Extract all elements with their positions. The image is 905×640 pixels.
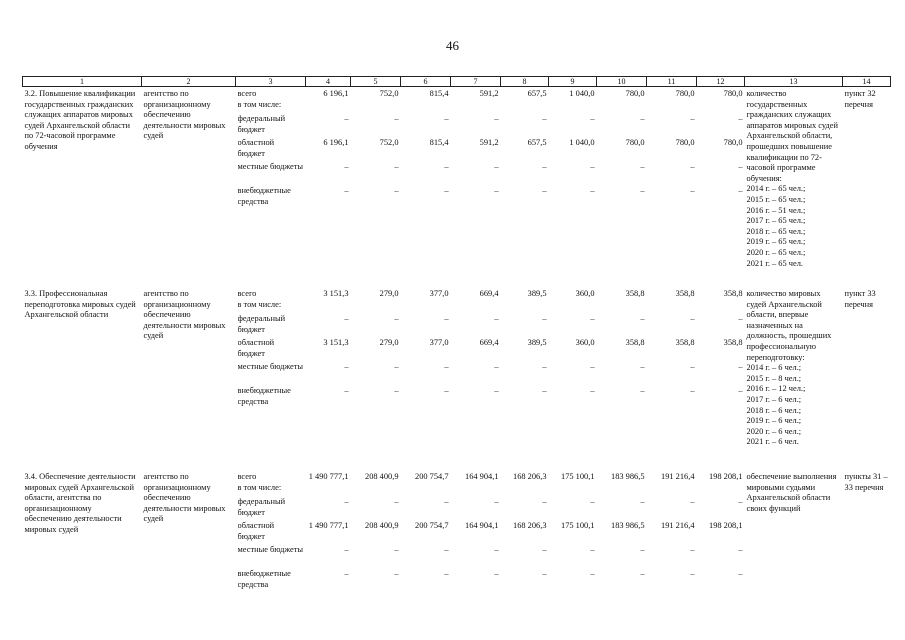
funding-source-label: внебюджетные средства: [237, 569, 291, 589]
amount-value: 669,4: [479, 289, 499, 299]
list-reference: пункт 32 перечня: [844, 89, 876, 109]
amount-value: 175 100,1: [561, 472, 595, 481]
amount-value: –: [640, 362, 645, 372]
amount-value: –: [640, 497, 645, 506]
spacer: [23, 269, 891, 287]
amount-value: 780,0: [625, 138, 645, 147]
amount-value: 591,2: [479, 89, 499, 98]
amount-value: –: [542, 114, 547, 123]
amount-value: –: [394, 314, 399, 324]
funding-source-label: областной бюджет: [237, 338, 275, 358]
amount-value: –: [590, 162, 595, 171]
amount-value: –: [542, 545, 547, 554]
amount-column: [351, 287, 401, 448]
amount-value: –: [394, 162, 399, 171]
amount-column: [306, 87, 351, 270]
amount-value: –: [444, 114, 449, 123]
amount-value: –: [738, 545, 743, 554]
col-header: 11: [647, 77, 697, 87]
amount-column: [501, 470, 549, 593]
amount-value: 164 904,1: [465, 521, 499, 530]
executor: агентство по организационному обеспечению деятельности мировых судей: [143, 89, 226, 141]
amount-value: –: [590, 545, 595, 554]
amount-column: [549, 87, 597, 270]
funding-source-label: внебюджетные средства: [237, 386, 291, 406]
amount-value: [308, 483, 349, 497]
amount-value: –: [444, 162, 449, 171]
amount-value: –: [590, 569, 595, 578]
amount-value: –: [690, 497, 695, 506]
amount-column: [697, 287, 745, 448]
measure-name: 3.4. Обеспечение деятельности мировых судей Архангельской области, агентства по организационному обеспечению деятельности мировых судей: [24, 472, 136, 534]
target-indicator: обеспечение выполнения мировыми судьями Архангельской области своих функций: [746, 472, 837, 513]
amount-value: 191 216,4: [661, 521, 695, 530]
amount-value: –: [542, 314, 547, 324]
spacer: [23, 448, 891, 470]
amount-value: 358,8: [723, 338, 743, 348]
amount-value: –: [444, 497, 449, 506]
amount-value: 208 400,9: [365, 472, 399, 481]
amount-value: –: [542, 569, 547, 578]
amount-column: [597, 470, 647, 593]
amount-value: –: [494, 314, 499, 324]
amount-value: 360,0: [575, 289, 595, 299]
amount-value: –: [542, 186, 547, 195]
amount-value: –: [444, 186, 449, 195]
amount-column: [501, 87, 549, 270]
amount-value: –: [444, 362, 449, 372]
measure-name: 3.3. Профессиональная переподготовка мировых судей Архангельской области: [24, 289, 136, 320]
amount-value: –: [640, 569, 645, 578]
amount-value: 780,0: [675, 138, 695, 147]
amount-value: –: [344, 386, 349, 396]
amount-value: [453, 300, 499, 314]
amount-value: –: [640, 186, 645, 195]
amount-column: [401, 287, 451, 448]
amount-value: 358,8: [723, 289, 743, 299]
amount-value: 200 754,7: [415, 521, 449, 530]
col-header: 6: [401, 77, 451, 87]
amount-value: 591,2: [479, 138, 499, 147]
amount-value: –: [494, 545, 499, 554]
amount-value: –: [690, 114, 695, 123]
col-header: 3: [236, 77, 306, 87]
funding-source-label: федеральный бюджет: [237, 314, 286, 334]
funding-sources: [236, 87, 306, 270]
amount-value: –: [590, 497, 595, 506]
amount-value: –: [344, 162, 349, 171]
amount-value: 358,8: [625, 289, 645, 299]
amount-value: 3 151,3: [323, 289, 349, 299]
amount-value: –: [494, 497, 499, 506]
col-header: 1: [23, 77, 142, 87]
target-indicator: количество мировых судей Архангельской области, впервые назначенных на должность, прошедших профессиональную переподготовку: 2014 г. – 6 чел.; 2015 г. – 8 чел.; 2016 г. – 12 чел.; 2017 г. – 6 чел.; 2018 г. – 6 чел.; 2019 г. – 6 чел.; 2020 г. – 6 чел.; 2021 г. – 6 чел.: [746, 289, 832, 447]
amount-value: –: [690, 314, 695, 324]
amount-value: –: [738, 569, 743, 578]
col-header: 9: [549, 77, 597, 87]
amount-value: –: [590, 114, 595, 123]
amount-value: –: [738, 386, 743, 396]
amount-value: –: [394, 569, 399, 578]
funding-source-label: местные бюджеты: [237, 162, 304, 171]
amount-value: –: [394, 114, 399, 123]
amount-value: –: [690, 162, 695, 171]
funding-source-label: внебюджетные средства: [237, 186, 291, 206]
amount-value: 279,0: [379, 289, 399, 299]
measure-row: [23, 287, 891, 448]
col-header: 10: [597, 77, 647, 87]
amount-value: 198 208,1: [709, 472, 743, 481]
amount-column: [401, 87, 451, 270]
amount-value: –: [640, 386, 645, 396]
amount-value: –: [344, 569, 349, 578]
amount-value: –: [394, 545, 399, 554]
amount-column: [306, 287, 351, 448]
amount-value: –: [738, 497, 743, 506]
amount-value: 815,4: [429, 89, 449, 98]
amount-value: –: [394, 186, 399, 195]
amount-value: 1 040,0: [569, 89, 595, 98]
funding-source-label: в том числе:: [237, 100, 282, 109]
amount-value: 358,8: [675, 338, 695, 348]
amount-value: –: [690, 386, 695, 396]
amount-value: [353, 483, 399, 497]
amount-value: [649, 300, 695, 314]
amount-value: [308, 300, 349, 314]
amount-value: 780,0: [675, 89, 695, 98]
amount-value: –: [344, 114, 349, 123]
spacer-row: [23, 448, 891, 470]
amount-value: 780,0: [625, 89, 645, 98]
amount-value: –: [344, 314, 349, 324]
executor: агентство по организационному обеспечению деятельности мировых судей: [143, 472, 226, 524]
amount-value: –: [690, 186, 695, 195]
amount-column: [451, 470, 501, 593]
amount-value: 191 216,4: [661, 472, 695, 481]
col-header: 7: [451, 77, 501, 87]
funding-sources: [236, 287, 306, 448]
amount-value: –: [344, 497, 349, 506]
amount-value: [599, 100, 645, 114]
target-indicator: количество государственных гражданских служащих аппаратов мировых судей Архангельской области, прошедших повышение квалификации по 72-часовой программе обучения: 2014 г. – 65 чел.; 2015 г. – 65 чел.; 2016 г. – 51 чел.; 2017 г. – 65 чел.; 2018 г. – 65 чел.; 2019 г. – 65 чел.; 2020 г. – 65 чел.; 2021 г. – 65 чел.: [746, 89, 839, 268]
amount-value: –: [394, 362, 399, 372]
amount-value: 389,5: [527, 289, 547, 299]
amount-value: [403, 483, 449, 497]
amount-value: –: [394, 497, 399, 506]
amount-value: –: [640, 114, 645, 123]
amount-value: [699, 300, 743, 314]
measure-name: 3.2. Повышение квалификации государственных гражданских служащих аппаратов мировых судей Архангельской области по 72-часовой программе обучения: [24, 89, 136, 151]
amount-value: [599, 300, 645, 314]
amount-value: –: [542, 386, 547, 396]
amount-value: 377,0: [429, 338, 449, 348]
amount-column: [501, 287, 549, 448]
amount-value: [453, 483, 499, 497]
amount-value: –: [444, 386, 449, 396]
amount-value: 780,0: [723, 138, 743, 147]
amount-value: –: [640, 314, 645, 324]
amount-column: [597, 87, 647, 270]
amount-value: –: [738, 314, 743, 324]
col-header: 14: [843, 77, 891, 87]
column-number-row: [23, 77, 891, 87]
amount-column: [597, 287, 647, 448]
amount-value: [503, 483, 547, 497]
amount-value: 358,8: [675, 289, 695, 299]
funding-source-label: федеральный бюджет: [237, 497, 286, 517]
amount-column: [647, 87, 697, 270]
amount-value: [503, 300, 547, 314]
amount-value: [551, 483, 595, 497]
amount-value: [503, 100, 547, 114]
amount-value: –: [494, 569, 499, 578]
measure-row: [23, 87, 891, 270]
amount-value: –: [344, 186, 349, 195]
amount-value: 175 100,1: [561, 521, 595, 530]
amount-value: [551, 100, 595, 114]
amount-value: 183 986,5: [611, 472, 645, 481]
amount-column: [697, 470, 745, 593]
amount-value: –: [444, 314, 449, 324]
amount-value: –: [590, 186, 595, 195]
col-header: 12: [697, 77, 745, 87]
funding-source-label: федеральный бюджет: [237, 114, 286, 134]
amount-value: [551, 300, 595, 314]
amount-column: [647, 470, 697, 593]
amount-value: [699, 483, 743, 497]
amount-value: [649, 483, 695, 497]
funding-source-label: областной бюджет: [237, 138, 275, 158]
amount-value: 657,5: [527, 138, 547, 147]
amount-value: –: [690, 569, 695, 578]
funding-source-label: областной бюджет: [237, 521, 275, 541]
page-number: 46: [446, 38, 459, 53]
amount-value: 657,5: [527, 89, 547, 98]
amount-column: [451, 87, 501, 270]
amount-value: –: [738, 114, 743, 123]
amount-value: –: [640, 545, 645, 554]
amount-value: 168 206,3: [513, 472, 547, 481]
amount-value: [308, 100, 349, 114]
funding-source-label: в том числе:: [237, 483, 282, 492]
amount-value: –: [344, 362, 349, 372]
amount-value: –: [494, 362, 499, 372]
amount-value: [353, 300, 399, 314]
amount-value: 6 196,1: [323, 89, 349, 98]
amount-value: 377,0: [429, 289, 449, 299]
list-reference: пункт 33 перечня: [844, 289, 876, 309]
amount-value: –: [542, 162, 547, 171]
amount-value: –: [494, 186, 499, 195]
amount-value: 1 490 777,1: [308, 472, 349, 481]
amount-value: [453, 100, 499, 114]
amount-value: [649, 100, 695, 114]
amount-value: [353, 100, 399, 114]
amount-value: 752,0: [379, 138, 399, 147]
amount-value: 3 151,3: [323, 338, 349, 348]
amount-value: –: [590, 386, 595, 396]
amount-value: 669,4: [479, 338, 499, 348]
list-reference: пункты 31 – 33 перечня: [844, 472, 888, 492]
amount-value: –: [590, 362, 595, 372]
amount-value: –: [494, 114, 499, 123]
groups-body: [23, 87, 891, 594]
program-table: [22, 76, 891, 593]
amount-value: [403, 100, 449, 114]
amount-value: –: [690, 362, 695, 372]
amount-value: 208 400,9: [365, 521, 399, 530]
amount-value: 358,8: [625, 338, 645, 348]
funding-source-label: в том числе:: [237, 300, 282, 310]
amount-column: [647, 287, 697, 448]
amount-column: [306, 470, 351, 593]
amount-value: 780,0: [723, 89, 743, 98]
amount-value: 815,4: [429, 138, 449, 147]
amount-value: –: [444, 569, 449, 578]
amount-value: –: [738, 162, 743, 171]
funding-source-label: всего: [237, 89, 257, 98]
amount-value: –: [738, 362, 743, 372]
funding-sources: [236, 470, 306, 593]
amount-column: [697, 87, 745, 270]
amount-value: 168 206,3: [513, 521, 547, 530]
funding-source-label: местные бюджеты: [237, 362, 304, 372]
amount-value: 279,0: [379, 338, 399, 348]
amount-column: [549, 287, 597, 448]
col-header: 2: [142, 77, 236, 87]
funding-source-label: всего: [237, 472, 257, 481]
amount-column: [401, 470, 451, 593]
amount-value: 6 196,1: [323, 138, 349, 147]
spacer-row: [23, 269, 891, 287]
amount-value: [599, 483, 645, 497]
amount-value: –: [738, 186, 743, 195]
amount-value: 183 986,5: [611, 521, 645, 530]
amount-value: 1 490 777,1: [308, 521, 349, 530]
amount-column: [451, 287, 501, 448]
amount-value: –: [542, 362, 547, 372]
amount-value: –: [344, 545, 349, 554]
amount-column: [549, 470, 597, 593]
amount-value: 389,5: [527, 338, 547, 348]
amount-value: 1 040,0: [569, 138, 595, 147]
amount-value: [403, 300, 449, 314]
col-header: 8: [501, 77, 549, 87]
amount-column: [351, 470, 401, 593]
amount-value: –: [444, 545, 449, 554]
amount-value: –: [494, 386, 499, 396]
amount-value: –: [542, 497, 547, 506]
executor: агентство по организационному обеспечению деятельности мировых судей: [143, 289, 226, 341]
amount-value: –: [590, 314, 595, 324]
amount-column: [351, 87, 401, 270]
col-header: 4: [306, 77, 351, 87]
amount-value: 198 208,1: [709, 521, 743, 530]
amount-value: 360,0: [575, 338, 595, 348]
amount-value: 752,0: [379, 89, 399, 98]
amount-value: 200 754,7: [415, 472, 449, 481]
measure-row: [23, 470, 891, 593]
amount-value: –: [640, 162, 645, 171]
funding-source-label: всего: [237, 289, 257, 299]
col-header: 5: [351, 77, 401, 87]
amount-value: –: [394, 386, 399, 396]
amount-value: –: [494, 162, 499, 171]
col-header: 13: [745, 77, 843, 87]
funding-source-label: местные бюджеты: [237, 545, 304, 554]
amount-value: 164 904,1: [465, 472, 499, 481]
amount-value: [699, 100, 743, 114]
amount-value: –: [690, 545, 695, 554]
